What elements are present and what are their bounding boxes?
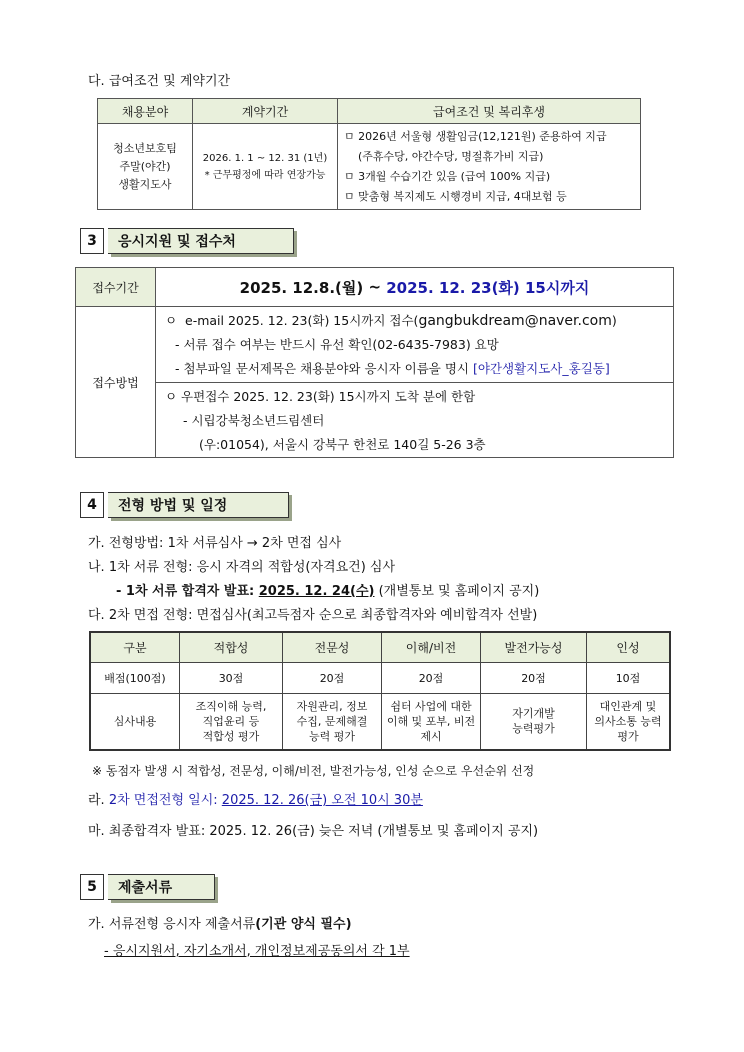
tie-break-note: ※ 동점자 발생 시 적합성, 전문성, 이해/비전, 발전가능성, 인성 순으로 우선순위 선정 — [92, 764, 535, 778]
field-line-1: 청소년보호팀 — [113, 141, 177, 155]
section3-title: 응시지원 및 접수처 — [108, 228, 294, 254]
field-line-3: 생활지도사 — [118, 177, 172, 191]
table1-header-field: 채용분야 — [98, 99, 193, 124]
post-apply-block — [156, 383, 673, 457]
sec4-ma: 마. 최종합격자 발표: 2025. 12. 26(금) 늦은 저녁 (개별통보 및 홈페이지 공지) — [88, 824, 539, 839]
sec4-ra — [88, 789, 423, 808]
sec5-docs: - 응시지원서, 자기소개서, 개인정보제공동의서 각 1부 — [104, 944, 410, 959]
sec4-na: 나. 1차 서류 전형: 응시 자격의 적합성(자격요건) 심사 — [88, 560, 396, 575]
apply-end-date: 2025. 12. 23(화) 15시까지 — [386, 278, 590, 297]
table1-field-cell — [98, 124, 193, 210]
t2-content: 쉼터 사업에 대한 이해 및 포부, 비전 제시 — [382, 694, 481, 750]
table1-header-conditions: 급여조건 및 복리후생 — [338, 99, 641, 124]
condition-line: ㅁ 3개월 수습기간 있음 (급여 100% 지급) — [344, 169, 551, 183]
table1-header-period: 계약기간 — [193, 99, 338, 124]
email-suffix: ) — [611, 313, 617, 328]
post-line: ㅇ 우편접수 2025. 12. 23(화) 15시까지 도착 분에 한함 — [165, 389, 476, 404]
email-prefix: ㅇ e-mail 2025. 12. 23(화) 15시까지 접수( — [165, 313, 419, 328]
t2-header: 전문성 — [283, 632, 382, 663]
docs-required-note: (기관 양식 필수) — [255, 917, 352, 932]
ra-prefix: 라. — [88, 793, 109, 808]
docs-label: 가. 서류전형 응시자 제출서류 — [88, 917, 256, 932]
condition-line: ㅁ 2026년 서울형 생활임금(12,121원) 준용하여 지급 — [344, 129, 607, 143]
first-pass-date: 2025. 12. 24(수) — [258, 584, 375, 599]
section5-number: 5 — [80, 874, 104, 900]
apply-period-value — [156, 268, 673, 306]
email-line — [165, 309, 673, 333]
salary-table — [97, 98, 641, 210]
t2-header: 발전가능성 — [481, 632, 587, 663]
t2-header: 구분 — [90, 632, 180, 663]
first-pass-note: (개별통보 및 홈페이지 공지) — [374, 584, 540, 599]
section4-title: 전형 방법 및 일정 — [108, 492, 289, 518]
interview-table — [89, 631, 671, 751]
sec4-da: 다. 2차 면접 전형: 면접심사(최고득점자 순으로 최종합격자와 예비합격자 선발) — [88, 608, 538, 623]
interview-date: 2025. 12. 26(금) 오전 10시 30분 — [221, 793, 423, 808]
t2-header: 인성 — [587, 632, 671, 663]
t2-header: 적합성 — [180, 632, 283, 663]
t2-content: 조직이해 능력, 직업윤리 등 적합성 평가 — [180, 694, 283, 750]
t2-content: 자기개발 능력평가 — [481, 694, 587, 750]
condition-line: (주휴수당, 야간수당, 명절휴가비 지급) — [358, 149, 544, 163]
sec4-na-sub — [116, 580, 539, 599]
sec5-ga — [88, 913, 352, 932]
t2-score: 10점 — [587, 663, 671, 694]
t2-score: 20점 — [283, 663, 382, 694]
apply-tilde: ~ — [363, 278, 387, 296]
email-address[interactable]: gangbukdream@naver.com — [418, 313, 612, 329]
t2-content-label: 심사내용 — [90, 694, 180, 750]
t2-score: 20점 — [481, 663, 587, 694]
section3-heading — [80, 228, 294, 254]
t2-header: 이해/비전 — [382, 632, 481, 663]
t2-score: 20점 — [382, 663, 481, 694]
email-apply-block — [156, 307, 673, 383]
t2-content: 대인관계 및 의사소통 능력 평가 — [587, 694, 671, 750]
post-center-name: - 시립강북청소년드림센터 — [183, 413, 325, 428]
apply-start-date: 2025. 12.8.(월) — [239, 278, 364, 297]
title-rule: - 첨부파일 문서제목은 채용분야와 응시자 이름을 명시 — [175, 361, 473, 376]
section4-heading — [80, 492, 289, 518]
section5-heading — [80, 874, 215, 900]
t2-content: 자원관리, 정보 수집, 문제해결 능력 평가 — [283, 694, 382, 750]
apply-period-label: 접수기간 — [76, 268, 156, 306]
table1-conditions-cell — [338, 124, 641, 210]
first-pass-label: - 1차 서류 합격자 발표: — [116, 584, 259, 599]
condition-line: ㅁ 맞춤형 복지제도 시행경비 지급, 4대보험 등 — [344, 189, 567, 203]
table1-period-cell — [193, 124, 338, 210]
field-line-2: 주말(야간) — [119, 159, 171, 173]
contract-period-note: * 근무평정에 따라 연장가능 — [204, 169, 326, 181]
t2-score: 30점 — [180, 663, 283, 694]
post-address: (우:01054), 서울시 강북구 한천로 140길 5-26 3층 — [199, 437, 486, 452]
section-da-title: 다. 급여조건 및 계약기간 — [88, 74, 231, 89]
email-title-line — [165, 357, 673, 381]
section4-number: 4 — [80, 492, 104, 518]
section5-title: 제출서류 — [108, 874, 215, 900]
apply-method-label: 접수방법 — [76, 307, 156, 457]
t2-score-label: 배점(100점) — [90, 663, 180, 694]
sec4-ga: 가. 전형방법: 1차 서류심사 → 2차 면접 심사 — [88, 536, 342, 551]
title-example: [야간생활지도사_홍길동] — [472, 361, 610, 376]
contract-period: 2026. 1. 1 ~ 12. 31 (1년) — [202, 152, 328, 164]
apply-box — [75, 267, 674, 458]
interview-label: 2차 면접전형 일시: — [108, 793, 222, 808]
email-confirm-line: - 서류 접수 여부는 반드시 유선 확인(02-6435-7983) 요망 — [175, 337, 499, 352]
section3-number: 3 — [80, 228, 104, 254]
